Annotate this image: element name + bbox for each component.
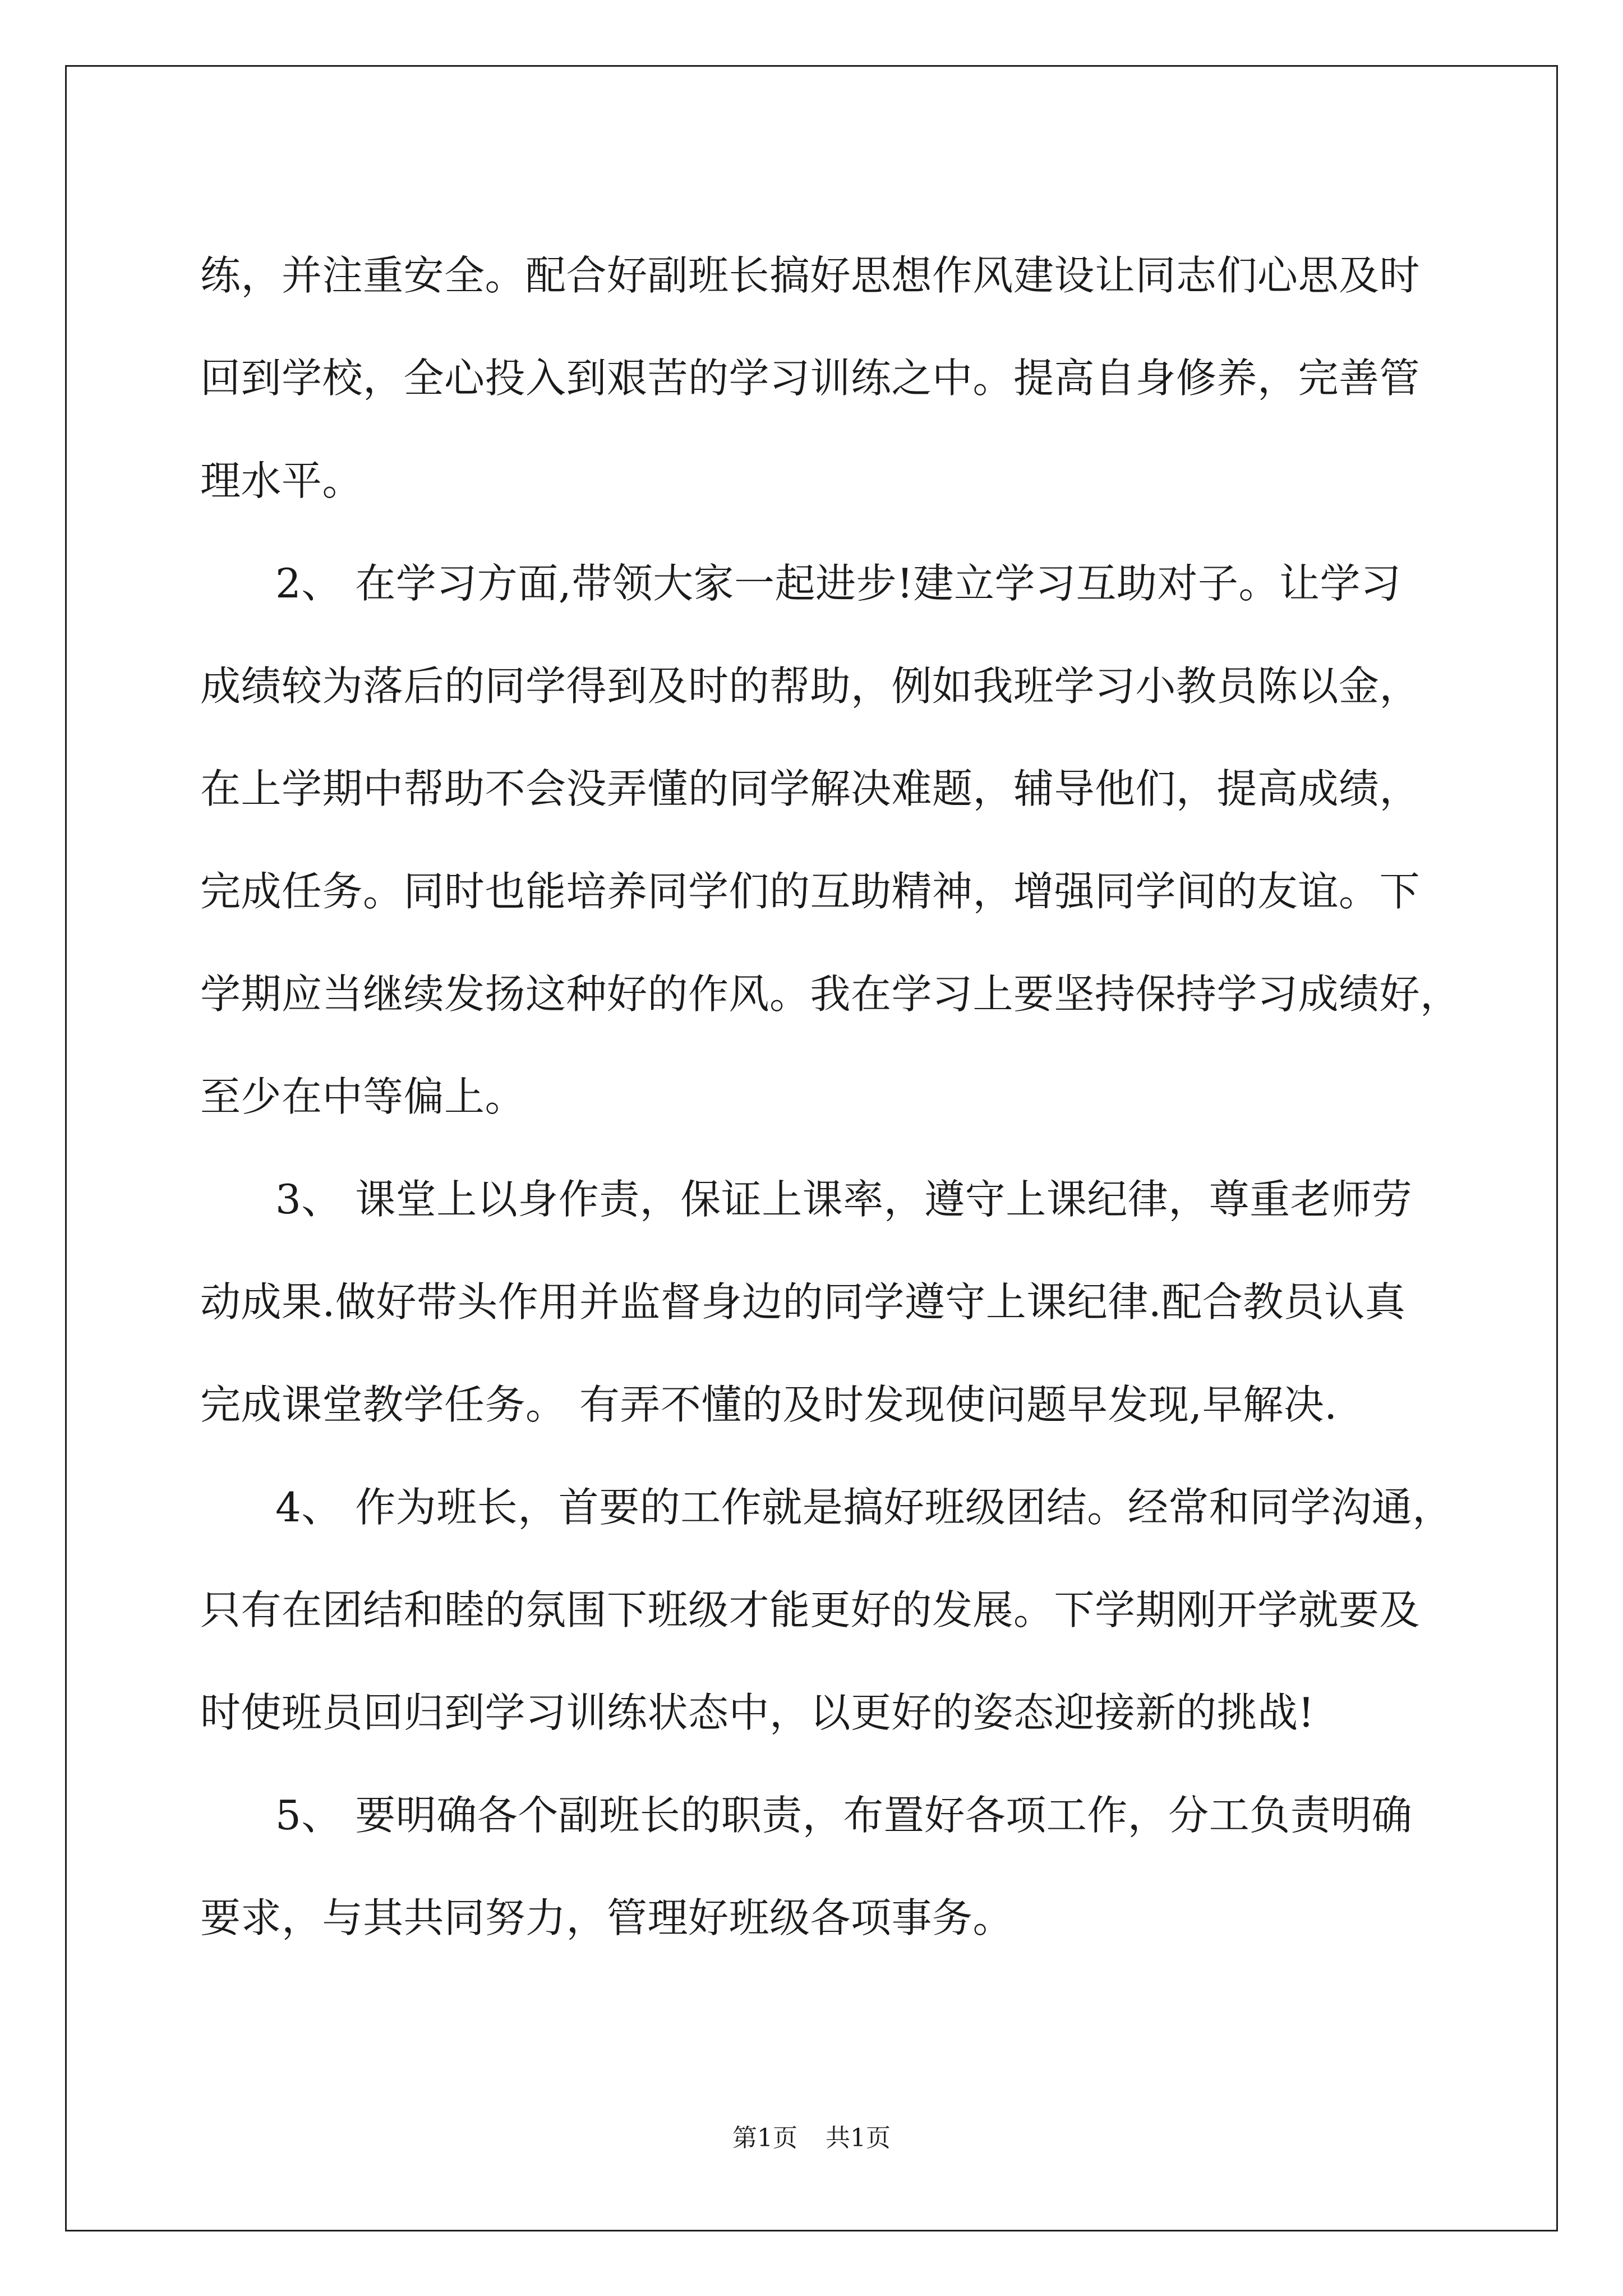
paragraph-5-start: 5、 要明确各个副班长的职责，布置好各项工作，分工负责明确 [275,1792,1413,1839]
text-line: 完成任务。同时也能培养同学们的互助精神，增强同学间的友谊。下 [200,868,1421,915]
text-line: 学期应当继续发扬这种好的作风。我在学习上要坚持保持学习成绩好， [200,970,1461,1018]
paragraph-3-start: 3、 课堂上以身作责，保证上课率，遵守上课纪律，尊重老师劳 [275,1176,1413,1223]
text-line: 回到学校，全心投入到艰苦的学习训练之中。提高自身修养，完善管 [200,355,1421,402]
text-line: 完成课堂教学任务。 有弄不懂的及时发现使问题早发现,早解决. [200,1381,1338,1428]
text-line: 练，并注重安全。配合好副班长搞好思想作风建设让同志们心思及时 [200,252,1421,299]
text-line: 在上学期中帮助不会没弄懂的同学解决难题，辅导他们，提高成绩， [200,765,1421,812]
document-body [200,224,1461,1970]
text-line: 动成果.做好带头作用并监督身边的同学遵守上课纪律.配合教员认真 [200,1278,1406,1326]
text-line: 至少在中等偏上。 [200,1073,526,1120]
page-number: 第1页 [732,2124,797,2152]
paragraph-4-start: 4、 作为班长，首要的工作就是搞好班级团结。经常和同学沟通， [275,1484,1453,1531]
paragraph-2-start: 2、 在学习方面,带领大家一起进步!建立学习互助对子。让学习 [275,560,1401,607]
text-line: 要求，与其共同努力，管理好班级各项事务。 [200,1894,1014,1941]
text-line: 时使班员回归到学习训练状态中，以更好的姿态迎接新的挑战! [200,1689,1315,1736]
text-line: 理水平。 [200,457,363,504]
page-footer [0,2122,1623,2155]
text-line: 只有在团结和睦的氛围下班级才能更好的发展。下学期刚开学就要及 [200,1586,1421,1634]
page-total: 共1页 [826,2124,891,2152]
text-line: 成绩较为落后的同学得到及时的帮助，例如我班学习小教员陈以金， [200,662,1421,710]
